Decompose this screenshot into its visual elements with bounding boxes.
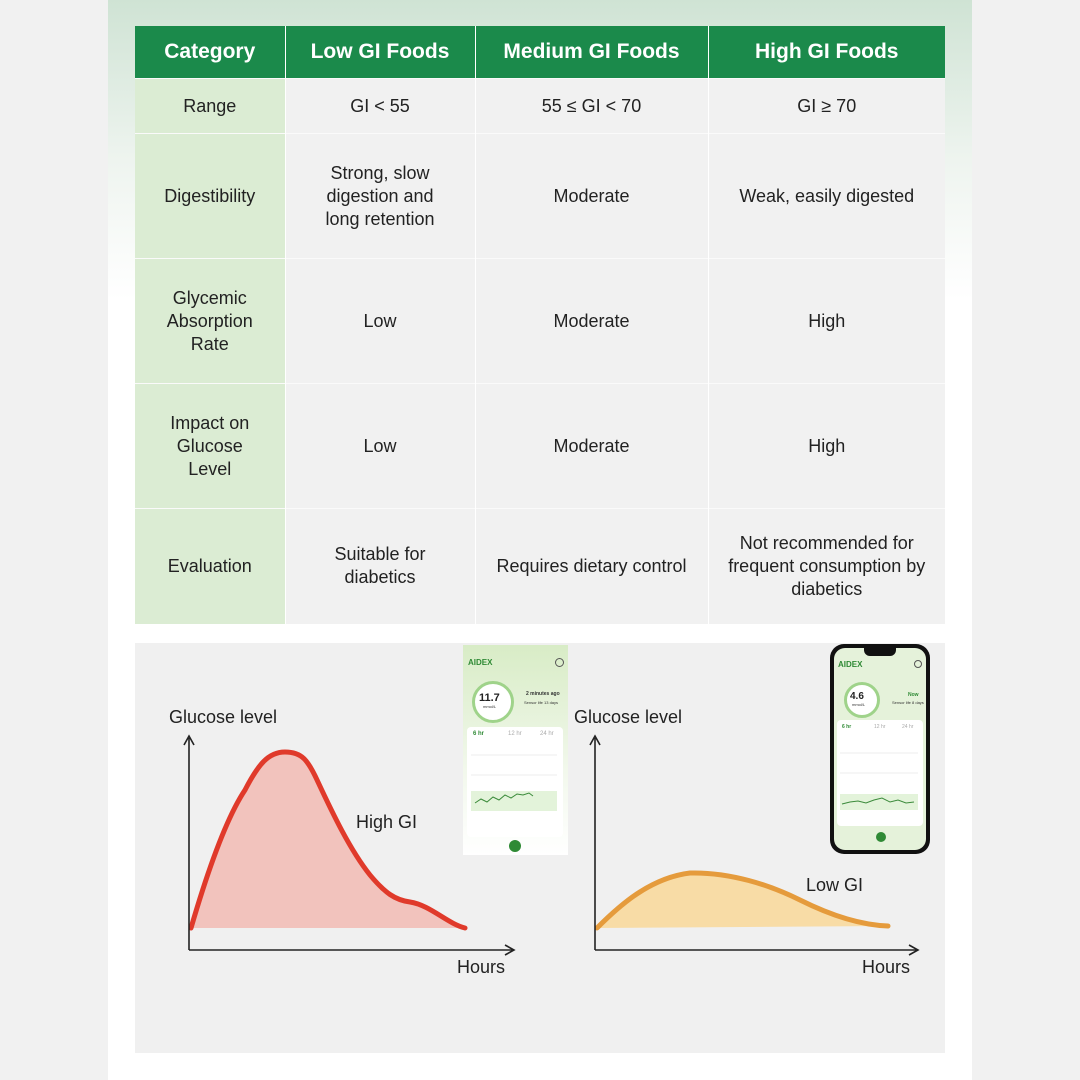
home-button[interactable] [509, 840, 521, 852]
header-high-gi: High GI Foods [708, 26, 945, 79]
header-low-gi: Low GI Foods [285, 26, 475, 79]
row-category: Impact on Glucose Level [135, 384, 285, 509]
app-brand: AIDEX [838, 660, 863, 669]
low-x-label: Hours [862, 957, 911, 977]
sensor-life: Sensor life 8 days [892, 700, 924, 705]
cell-medium: 55 ≤ GI < 70 [475, 79, 708, 134]
tab-12hr[interactable]: 12 hr [508, 731, 522, 737]
cell-high: GI ≥ 70 [708, 79, 945, 134]
cell-low: Low [285, 384, 475, 509]
tab-12hr[interactable]: 12 hr [874, 724, 886, 730]
row-category: Evaluation [135, 509, 285, 624]
trend-graph [840, 738, 920, 818]
header-category: Category [135, 26, 285, 79]
high-gi-area [191, 752, 465, 928]
tab-6hr[interactable]: 6 hr [842, 724, 852, 730]
glucose-reading: 11.7 [479, 692, 500, 704]
trend-graph [471, 745, 559, 825]
cell-high: High [708, 259, 945, 384]
cell-medium: Requires dietary control [475, 509, 708, 624]
cell-high: Not recommended for frequent consumption by diabetics [708, 509, 945, 624]
tab-24hr[interactable]: 24 hr [902, 724, 914, 730]
cell-medium: Moderate [475, 259, 708, 384]
low-y-label: Glucose level [574, 707, 683, 727]
tab-6hr[interactable]: 6 hr [473, 731, 485, 737]
row-category: Digestibility [135, 134, 285, 259]
settings-icon[interactable] [555, 658, 564, 667]
cell-high: Weak, easily digested [708, 134, 945, 259]
phone-screen [834, 648, 926, 850]
app-brand: AIDEX [468, 658, 493, 667]
cell-medium: Moderate [475, 384, 708, 509]
glucose-unit: mmol/L [852, 702, 866, 707]
reading-status: Now [908, 692, 919, 698]
reading-status: 2 minutes ago [526, 691, 560, 697]
low-gi-label: Low GI [806, 875, 864, 895]
high-x-label: Hours [457, 957, 506, 977]
home-button[interactable] [876, 832, 886, 842]
glucose-reading: 4.6 [850, 691, 864, 702]
cell-low: Low [285, 259, 475, 384]
high-y-label: Glucose level [169, 707, 278, 727]
glucose-unit: mmol/L [483, 704, 497, 709]
phone-notch [864, 648, 896, 656]
cell-medium: Moderate [475, 134, 708, 259]
cell-low: Suitable for diabetics [285, 509, 475, 624]
row-category: Glycemic Absorption Rate [135, 259, 285, 384]
phone-device-low [830, 644, 930, 854]
settings-icon[interactable] [914, 660, 922, 668]
tab-24hr[interactable]: 24 hr [540, 731, 554, 737]
phone-screenshot-high [463, 645, 568, 855]
high-gi-label: High GI [356, 812, 418, 832]
cell-high: High [708, 384, 945, 509]
cell-low: Strong, slow digestion and long retention [285, 134, 475, 259]
row-category: Range [135, 79, 285, 134]
sensor-life: Sensor life 13 days [524, 700, 559, 705]
cell-low: GI < 55 [285, 79, 475, 134]
header-medium-gi: Medium GI Foods [475, 26, 708, 79]
